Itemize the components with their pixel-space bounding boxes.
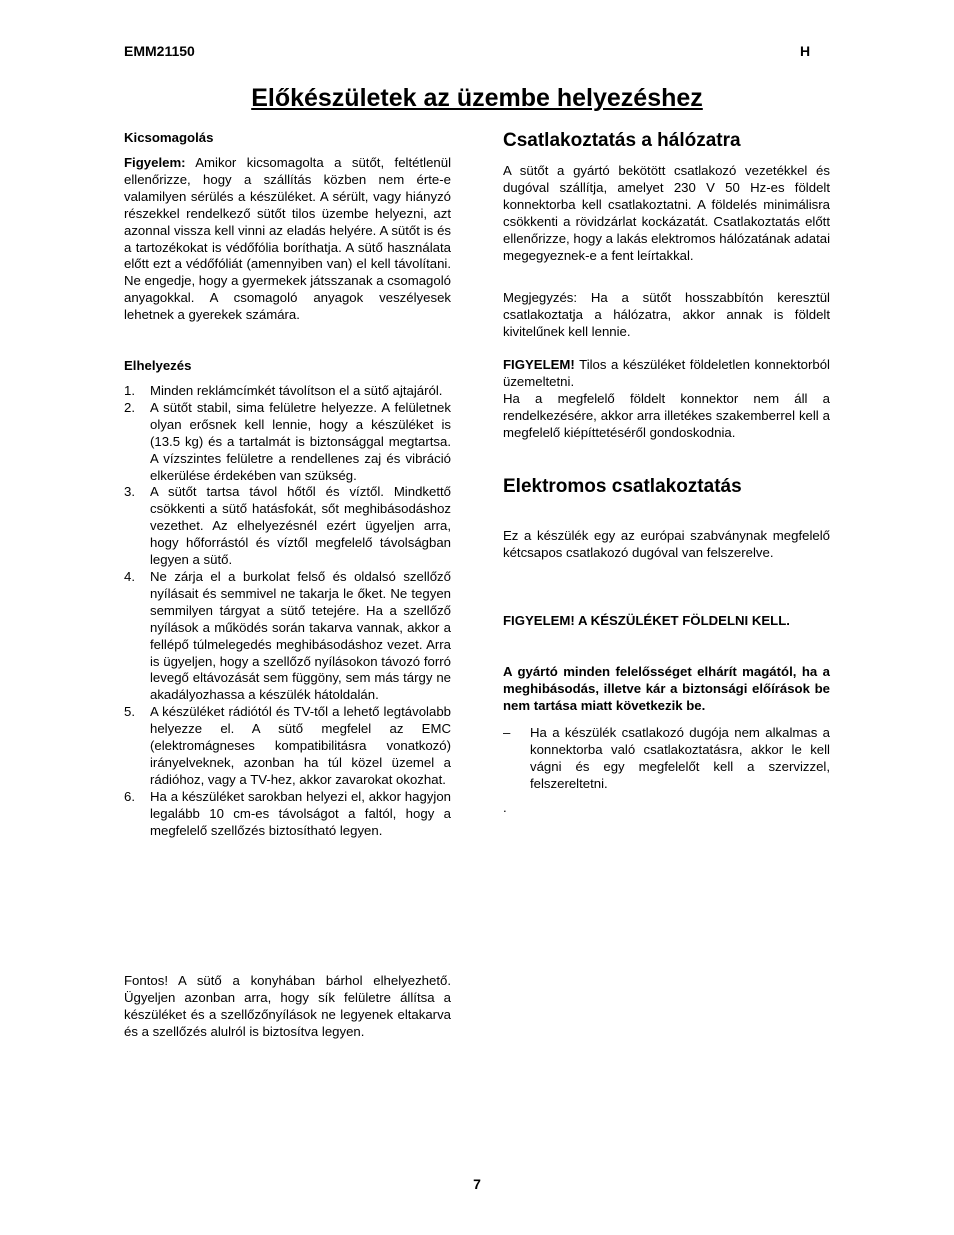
unpacking-warning-label: Figyelem: — [124, 155, 186, 170]
list-item: 3. A sütőt tartsa távol hőtől és víztől. Mindkettő csökkenti a sütő hatásfokát, sőt meghibásodáshoz vezethet. Az elhelyezésnél ezért ügyeljen arra, hogy hőforrástól és víztől megfelelő távolságban legyen a sütő. — [124, 484, 451, 568]
list-item: 4. Ne zárja el a burkolat felső és oldalsó szellőző nyílásait és semmivel ne takarja le őket. Ne tegyen semmilyen tárgyat a sütő tetejére. Ha a szellőző nyílások a működés során takarva vannak, akkor a fellépő túlmelegedés meghibásodáshoz vezet. Arra is ügyeljen, hogy a szellőző nyílásokon távozó forró levegő eltávozását sem függöny, sem más tárgy ne akadályozhassa a készülék hátoldalán. — [124, 568, 451, 703]
unpacking-heading: Kicsomagolás — [124, 130, 214, 145]
list-item: – Ha a készülék csatlakozó dugója nem alkalmas a konnektorba való csatlakoztatásra, akkor le kell vágni és egy megfelelőt kell a szervizzel, felszereltetni. — [503, 725, 830, 791]
list-item: 5. A készüléket rádiótól és TV-től a lehető legtávolabb helyezze el. A sütő megfelel az EMC (elektromágneses kompatibilitásra vonatkozó) irányelveknek, azonban ha túl közel üzemel a rádióhoz, vagy a TV-hez, akkor zavarokat okozhat. — [124, 704, 451, 787]
liability-statement: A gyártó minden felelősséget elhárít magától, ha a meghibásodás, illetve kár a biztonsági előírások be nem tartása miatt következik be. — [503, 664, 830, 713]
list-item: 6. Ha a készüléket sarokban helyezi el, akkor hagyjon legalább 10 cm-es távolságot a faltól, hogy a megfelelő szellőzés biztosítható legyen. — [124, 788, 451, 838]
list-item: 2. A sütőt stabil, sima felületre helyezze. A felületnek olyan erősnek kell lennie, hogy a készüléket is (13.5 kg) és a tartalmát is biztonsággal megtartsa. A vízszintes felületre a rendellenes zaj és vibráció elkerülése érdekében van szükség. — [124, 399, 451, 483]
plug-note-list — [503, 725, 830, 793]
warning-label: FIGYELEM! — [503, 357, 575, 372]
language-code: H — [800, 43, 811, 59]
mains-warning: FIGYELEM! Tilos a készüléket földeletlen konnektorból üzemeltetni. Ha a megfelelő földelt konnektor nem áll a rendelkezésére, akkor arra illetékes szakemberrel kell a megfelelő kiépíttetéséről gondoskodnia. — [503, 357, 830, 440]
list-item: 1. Minden reklámcímkét távolítson el a sütő ajtajáról. — [124, 383, 443, 398]
electrical-paragraph: Ez a készülék egy az európai szabványnak megfelelő kétcsapos csatlakozó dugóval van felszerelve. — [503, 528, 830, 560]
unpacking-paragraph — [124, 155, 451, 324]
page-number: 7 — [473, 1176, 481, 1192]
model-number: EMM21150 — [124, 43, 195, 59]
page-title: Előkészületek az üzembe helyezéshez — [251, 84, 703, 112]
stray-dot: . — [503, 800, 507, 815]
mains-heading: Csatlakoztatás a hálózatra — [503, 130, 741, 151]
important-note: Fontos! A sütő a konyhában bárhol elhelyezhető. Ügyeljen azonban arra, hogy sík felületre állítsa a készüléket és a szellőzőnyílások ne legyenek eltakarva és a szellőzés alulról is biztosítva legyen. — [124, 973, 451, 1039]
placement-list — [124, 383, 451, 839]
electrical-heading: Elektromos csatlakoztatás — [503, 476, 742, 497]
mains-paragraph-2: Megjegyzés: Ha a sütőt hosszabbítón keresztül csatlakoztatja a hálózatra, akkor annak is földelt kivitelűnek kell lennie. — [503, 290, 830, 339]
mains-paragraph-1: A sütőt a gyártó bekötött csatlakozó vezetékkel és dugóval szállítja, amelyet 230 V 50 Hz-es földelt konnektorba kell csatlakoztatni. A földelés minimálisra csökkenti a rövidzárlat kockázatát. Csatlakoztatás előtt ellenőrizze, hogy a lakás elektromos hálózatának adatai megegyeznek-e a fent leírtakkal. — [503, 163, 830, 263]
ground-warning: FIGYELEM! A KÉSZÜLÉKET FÖLDELNI KELL. — [503, 613, 790, 628]
unpacking-text: Amikor kicsomagolta a sütőt, feltétlenül ellenőrizze, hogy a szállítás közben nem érte-e valamilyen sérülés a készüléket. A sérült, vagy hiányzó részekkel rendelkező sütőt tilos üzembe helyezni, azt azonnal vissza kell vinni az eladás helyére. A sütőt is és a tartozékokat is védőfólia boríthatja. A sütő használata előtt ezt a védőfóliát (amennyiben van) el kell távolítani. Ne engedje, hogy a gyermekek játsszanak a csomagoló anyagokkal. A csomagoló anyagok veszélyesek lehetnek a gyerekek számára. — [124, 155, 451, 323]
placement-heading: Elhelyezés — [124, 358, 192, 373]
